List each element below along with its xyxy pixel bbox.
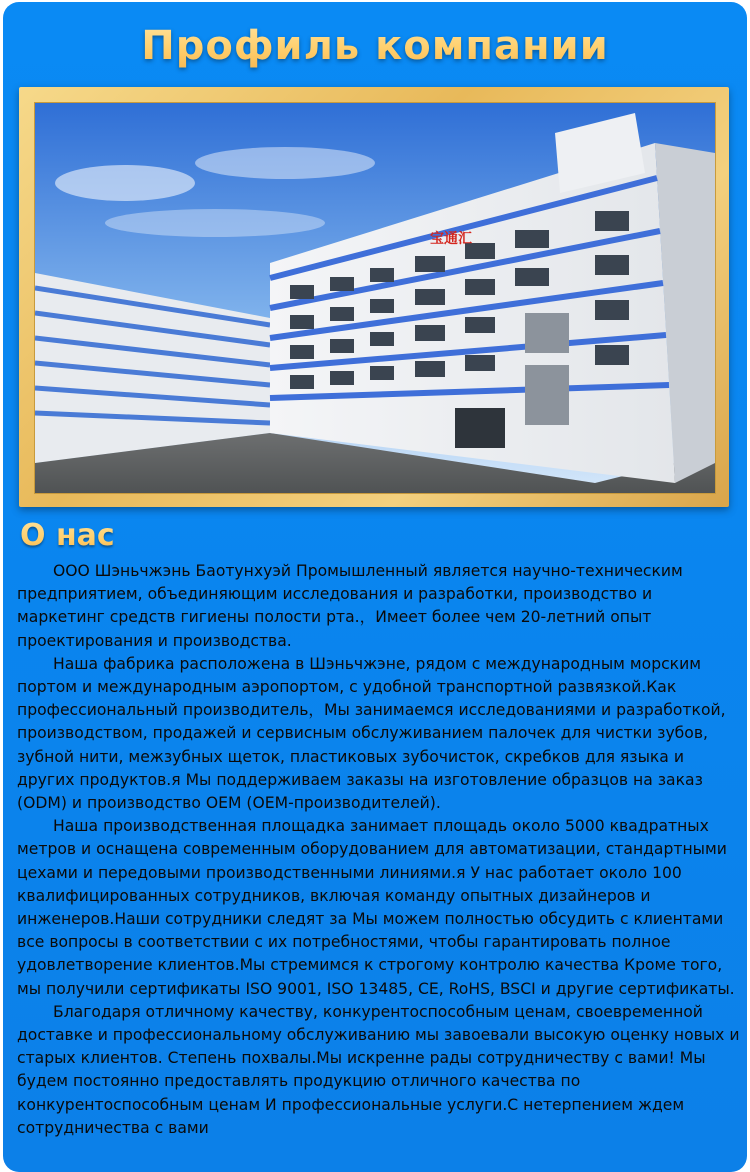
- factory-photo: [34, 102, 716, 494]
- about-paragraph: Наша производственная площадка занимает площадь около 5000 квадратных метров и оснащена современным оборудованием для автоматизации, стандартными цехами и передовыми производственными линиями.я У нас работает около 100 квалифицированных сотрудников, включая команду опытных дизайнеров и инженеров.Наши сотрудники следят за Мы можем полностью обсудить с клиентами все вопросы в соответствии с их потребностями, чтобы гарантировать полное удовлетворение клиентов.Мы стремимся к строгому контролю качества Кроме того, мы получили сертификаты ISO 9001, ISO 13485, CE, RoHS, BSCI и другие сертификаты.: [17, 817, 735, 998]
- section-heading-about: О нас: [20, 514, 115, 558]
- building-sign: 宝通汇: [430, 231, 472, 247]
- company-profile-card: [3, 2, 747, 1172]
- page-title: Профиль компании: [3, 16, 747, 76]
- about-paragraph: ООО Шэньчжэнь Баотунхуэй Промышленный является научно-техническим предприятием, объединяющим исследования и разработки, производство и маркетинг средств гигиены полости рта.，Имеет более чем 20-летний опыт проектирования и производства.: [17, 562, 683, 650]
- photo-frame: [19, 87, 729, 507]
- about-text: [17, 560, 741, 1140]
- about-paragraph: Наша фабрика расположена в Шэньчжэне, рядом с международным морским портом и международным аэропортом, с удобной транспортной развязкой.Как профессиональный производитель，Мы занимаемся исследованиями и разработкой, производством, продажей и сервисным обслуживанием палочек для чистки зубов, зубной нити, межзубных щеток, пластиковых зубочисток, скребков для языка и других продуктов.я Мы поддерживаем заказы на изготовление образцов на заказ (ODM) и производство OEM (OEM-производителей).: [17, 654, 726, 813]
- about-paragraph: Благодаря отличному качеству, конкурентоспособным ценам, своевременной доставке и профессиональному обслуживанию мы завоевали высокую оценку новых и старых клиентов. Степень похвалы.Мы искренне рады сотрудничеству с вами! Мы будем постоянно предоставлять продукцию отличного качества по конкурентоспособным ценам И профессиональные услуги.С нетерпением ждем сотрудничества с вами: [17, 1002, 740, 1137]
